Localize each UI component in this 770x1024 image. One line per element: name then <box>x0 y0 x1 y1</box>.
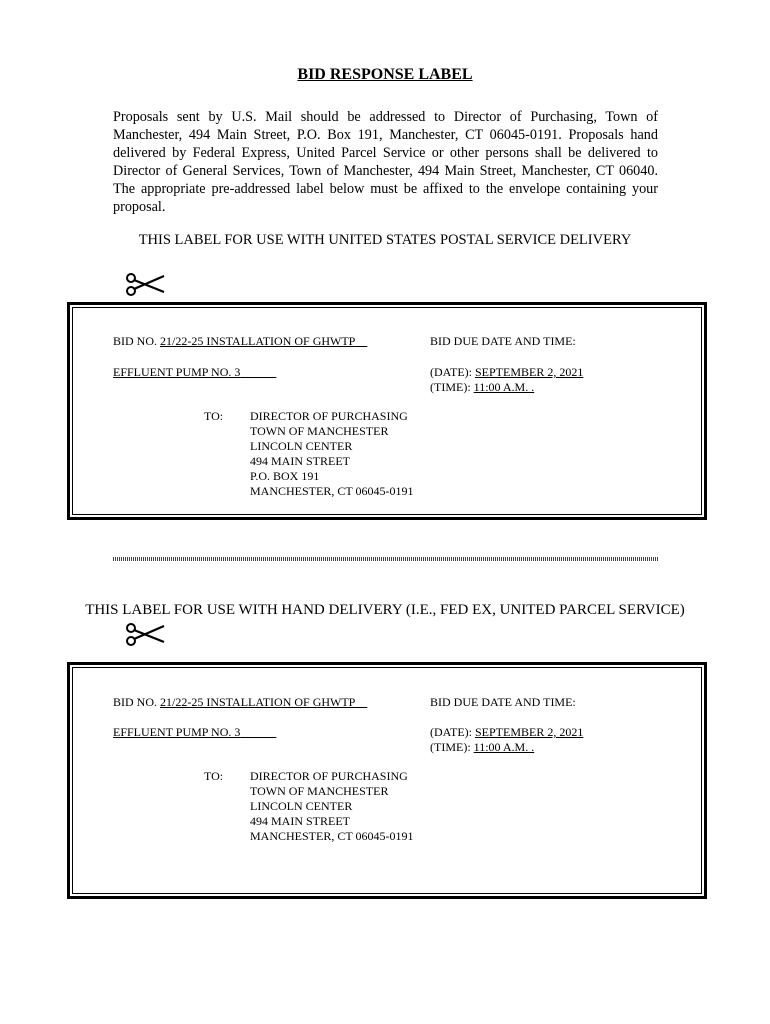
scissors-icon <box>124 620 166 648</box>
cut-line-divider <box>113 557 658 561</box>
bid-due-date: (DATE): SEPTEMBER 2, 2021 <box>430 725 584 739</box>
to-label: TO: <box>204 409 224 423</box>
label-heading-hand-delivery: THIS LABEL FOR USE WITH HAND DELIVERY (I.E., FED EX, UNITED PARCEL SERVICE) <box>85 602 685 618</box>
address-line: MANCHESTER, CT 06045-0191 <box>250 829 414 843</box>
address-line: DIRECTOR OF PURCHASING <box>250 409 408 423</box>
bid-number-line: BID NO. 21/22-25 INSTALLATION OF GHWTP <box>113 334 356 348</box>
address-line: P.O. BOX 191 <box>250 469 320 483</box>
project-continuation: EFFLUENT PUMP NO. 3 <box>113 365 241 379</box>
address-line: MANCHESTER, CT 06045-0191 <box>250 484 414 498</box>
intro-paragraph: Proposals sent by U.S. Mail should be addressed to Director of Purchasing, Town of Manchester, 494 Main Street, P.O. Box 191, Manchester, CT 06045-0191. Proposals hand delivered by Federal Express, United Parcel Service or other persons shall be delivered to Director of General Services, Town of Manchester, 494 Main Street, Manchester, CT 06040. The appropriate pre-addressed label below must be affixed to the envelope containing your proposal. <box>113 109 658 215</box>
address-line: LINCOLN CENTER <box>250 439 353 453</box>
bid-due-date: (DATE): SEPTEMBER 2, 2021 <box>430 365 584 379</box>
bid-due-time: (TIME): 11:00 A.M. . <box>430 380 535 394</box>
bid-number-line: BID NO. 21/22-25 INSTALLATION OF GHWTP <box>113 695 356 709</box>
address-block <box>250 409 413 499</box>
bid-due-title: BID DUE DATE AND TIME: <box>430 334 576 348</box>
bid-due-time: (TIME): 11:00 A.M. . <box>430 740 535 754</box>
project-continuation: EFFLUENT PUMP NO. 3 <box>113 725 241 739</box>
address-line: 494 MAIN STREET <box>250 454 350 468</box>
label-heading-postal: THIS LABEL FOR USE WITH UNITED STATES POSTAL SERVICE DELIVERY <box>138 232 632 248</box>
address-block <box>250 769 413 844</box>
address-line: TOWN OF MANCHESTER <box>250 784 389 798</box>
label-box-postal <box>67 302 707 520</box>
bid-due-title: BID DUE DATE AND TIME: <box>430 695 576 709</box>
address-line: LINCOLN CENTER <box>250 799 353 813</box>
document-title: BID RESPONSE LABEL <box>297 66 473 83</box>
to-label: TO: <box>204 769 224 783</box>
address-line: TOWN OF MANCHESTER <box>250 424 389 438</box>
label-box-hand-delivery <box>67 662 707 899</box>
address-line: DIRECTOR OF PURCHASING <box>250 769 408 783</box>
scissors-icon <box>124 270 166 298</box>
address-line: 494 MAIN STREET <box>250 814 350 828</box>
